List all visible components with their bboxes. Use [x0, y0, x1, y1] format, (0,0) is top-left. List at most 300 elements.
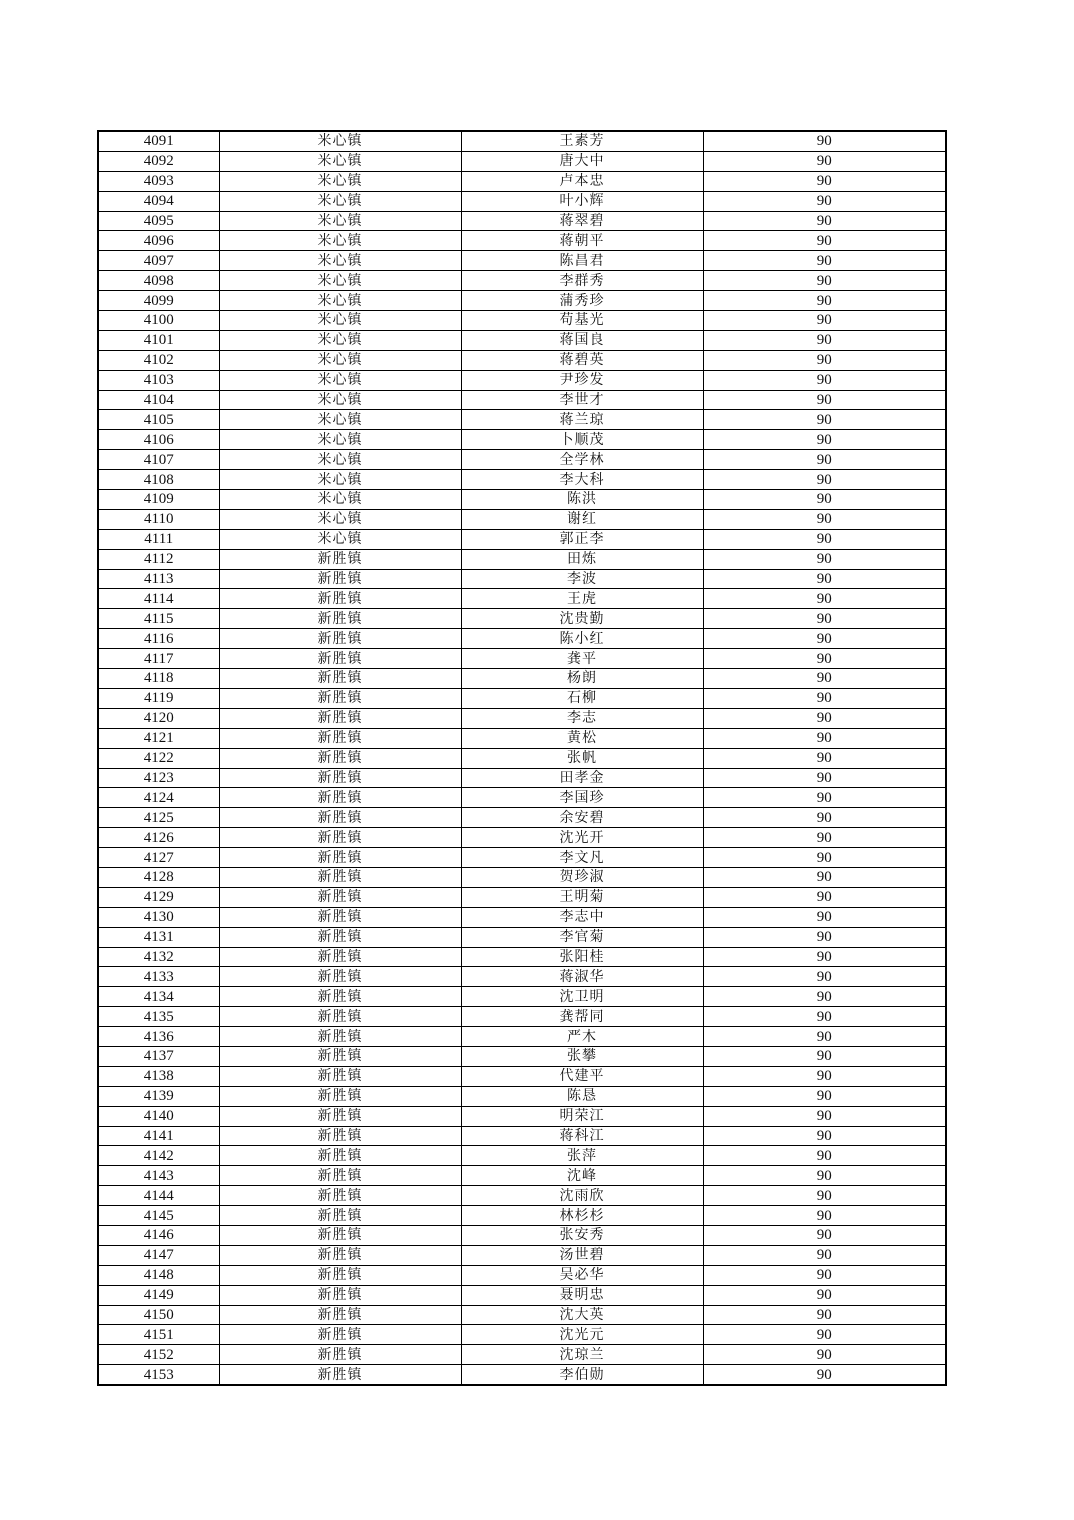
town-cell: 米心镇: [219, 151, 461, 171]
amount-cell: 90: [703, 509, 946, 529]
amount-cell: 90: [703, 1325, 946, 1345]
table-row: [98, 1007, 946, 1027]
amount-cell: 90: [703, 1007, 946, 1027]
row-number-cell: 4129: [98, 887, 219, 907]
amount-cell: 90: [703, 1066, 946, 1086]
town-cell: 新胜镇: [219, 1206, 461, 1226]
person-name-cell: 沈琼兰: [461, 1345, 703, 1365]
row-number-cell: 4125: [98, 808, 219, 828]
town-cell: 米心镇: [219, 490, 461, 510]
person-name-cell: 沈峰: [461, 1166, 703, 1186]
town-cell: 新胜镇: [219, 768, 461, 788]
amount-cell: 90: [703, 828, 946, 848]
row-number-cell: 4114: [98, 589, 219, 609]
town-cell: 米心镇: [219, 470, 461, 490]
row-number-cell: 4094: [98, 191, 219, 211]
row-number-cell: 4132: [98, 947, 219, 967]
town-cell: 新胜镇: [219, 1186, 461, 1206]
town-cell: 新胜镇: [219, 788, 461, 808]
table-row: [98, 669, 946, 689]
amount-cell: 90: [703, 1285, 946, 1305]
amount-cell: 90: [703, 1126, 946, 1146]
person-name-cell: 李伯勋: [461, 1365, 703, 1385]
row-number-cell: 4096: [98, 231, 219, 251]
town-cell: 新胜镇: [219, 1146, 461, 1166]
amount-cell: 90: [703, 350, 946, 370]
town-cell: 新胜镇: [219, 848, 461, 868]
town-cell: 米心镇: [219, 211, 461, 231]
row-number-cell: 4148: [98, 1265, 219, 1285]
person-name-cell: 谢红: [461, 509, 703, 529]
amount-cell: 90: [703, 867, 946, 887]
town-cell: 米心镇: [219, 231, 461, 251]
row-number-cell: 4093: [98, 171, 219, 191]
table-row: [98, 390, 946, 410]
town-cell: 新胜镇: [219, 1345, 461, 1365]
table-row: [98, 649, 946, 669]
person-name-cell: 沈雨欣: [461, 1186, 703, 1206]
table-row: [98, 987, 946, 1007]
person-name-cell: 蒲秀珍: [461, 291, 703, 311]
table-row: [98, 470, 946, 490]
row-number-cell: 4121: [98, 728, 219, 748]
town-cell: 米心镇: [219, 450, 461, 470]
amount-cell: 90: [703, 430, 946, 450]
row-number-cell: 4097: [98, 251, 219, 271]
town-cell: 米心镇: [219, 350, 461, 370]
person-name-cell: 严木: [461, 1027, 703, 1047]
person-name-cell: 田孝金: [461, 768, 703, 788]
table-row: [98, 171, 946, 191]
row-number-cell: 4145: [98, 1206, 219, 1226]
person-name-cell: 李波: [461, 569, 703, 589]
amount-cell: 90: [703, 1046, 946, 1066]
amount-cell: 90: [703, 768, 946, 788]
amount-cell: 90: [703, 927, 946, 947]
table-row: [98, 1086, 946, 1106]
person-name-cell: 李志: [461, 708, 703, 728]
amount-cell: 90: [703, 569, 946, 589]
town-cell: 新胜镇: [219, 967, 461, 987]
row-number-cell: 4101: [98, 330, 219, 350]
town-cell: 米心镇: [219, 330, 461, 350]
table-row: [98, 728, 946, 748]
town-cell: 新胜镇: [219, 907, 461, 927]
person-name-cell: 龚平: [461, 649, 703, 669]
person-name-cell: 卢本忠: [461, 171, 703, 191]
row-number-cell: 4127: [98, 848, 219, 868]
person-name-cell: 蒋科江: [461, 1126, 703, 1146]
row-number-cell: 4103: [98, 370, 219, 390]
town-cell: 新胜镇: [219, 1305, 461, 1325]
amount-cell: 90: [703, 589, 946, 609]
amount-cell: 90: [703, 370, 946, 390]
town-cell: 新胜镇: [219, 708, 461, 728]
person-name-cell: 张萍: [461, 1146, 703, 1166]
row-number-cell: 4122: [98, 748, 219, 768]
row-number-cell: 4146: [98, 1225, 219, 1245]
table-row: [98, 1206, 946, 1226]
person-name-cell: 杨朗: [461, 669, 703, 689]
row-number-cell: 4133: [98, 967, 219, 987]
row-number-cell: 4135: [98, 1007, 219, 1027]
row-number-cell: 4105: [98, 410, 219, 430]
person-name-cell: 李志中: [461, 907, 703, 927]
table-row: [98, 1325, 946, 1345]
amount-cell: 90: [703, 808, 946, 828]
table-row: [98, 549, 946, 569]
town-cell: 新胜镇: [219, 1285, 461, 1305]
table-row: [98, 927, 946, 947]
town-cell: 新胜镇: [219, 808, 461, 828]
amount-cell: 90: [703, 967, 946, 987]
person-name-cell: 李世才: [461, 390, 703, 410]
amount-cell: 90: [703, 1186, 946, 1206]
table-row: [98, 311, 946, 331]
row-number-cell: 4136: [98, 1027, 219, 1047]
row-number-cell: 4106: [98, 430, 219, 450]
town-cell: 米心镇: [219, 291, 461, 311]
row-number-cell: 4153: [98, 1365, 219, 1385]
amount-cell: 90: [703, 271, 946, 291]
town-cell: 米心镇: [219, 509, 461, 529]
person-name-cell: 张攀: [461, 1046, 703, 1066]
table-row: [98, 828, 946, 848]
table-row: [98, 708, 946, 728]
amount-cell: 90: [703, 629, 946, 649]
table-row: [98, 1365, 946, 1385]
person-name-cell: 蒋兰琼: [461, 410, 703, 430]
table-row: [98, 887, 946, 907]
table-row: [98, 947, 946, 967]
table-row: [98, 589, 946, 609]
row-number-cell: 4092: [98, 151, 219, 171]
table-row: [98, 1186, 946, 1206]
town-cell: 新胜镇: [219, 867, 461, 887]
amount-cell: 90: [703, 251, 946, 271]
table-row: [98, 848, 946, 868]
town-cell: 米心镇: [219, 271, 461, 291]
town-cell: 新胜镇: [219, 1126, 461, 1146]
row-number-cell: 4142: [98, 1146, 219, 1166]
town-cell: 新胜镇: [219, 1325, 461, 1345]
table-row: [98, 430, 946, 450]
table-row: [98, 1046, 946, 1066]
town-cell: 新胜镇: [219, 688, 461, 708]
town-cell: 新胜镇: [219, 947, 461, 967]
row-number-cell: 4104: [98, 390, 219, 410]
person-name-cell: 蒋碧英: [461, 350, 703, 370]
town-cell: 米心镇: [219, 171, 461, 191]
town-cell: 新胜镇: [219, 748, 461, 768]
person-name-cell: 沈光元: [461, 1325, 703, 1345]
person-name-cell: 尹珍发: [461, 370, 703, 390]
table-row: [98, 191, 946, 211]
table-row: [98, 1305, 946, 1325]
table-row: [98, 529, 946, 549]
person-name-cell: 李大科: [461, 470, 703, 490]
amount-cell: 90: [703, 1245, 946, 1265]
table-row: [98, 1166, 946, 1186]
table-row: [98, 330, 946, 350]
table-row: [98, 1285, 946, 1305]
amount-cell: 90: [703, 848, 946, 868]
amount-cell: 90: [703, 291, 946, 311]
row-number-cell: 4112: [98, 549, 219, 569]
town-cell: 新胜镇: [219, 1106, 461, 1126]
person-name-cell: 蒋翠碧: [461, 211, 703, 231]
row-number-cell: 4118: [98, 669, 219, 689]
person-name-cell: 郭正李: [461, 529, 703, 549]
amount-cell: 90: [703, 669, 946, 689]
amount-cell: 90: [703, 1265, 946, 1285]
row-number-cell: 4115: [98, 609, 219, 629]
table-row: [98, 211, 946, 231]
table-row: [98, 1106, 946, 1126]
row-number-cell: 4110: [98, 509, 219, 529]
row-number-cell: 4147: [98, 1245, 219, 1265]
town-cell: 新胜镇: [219, 1066, 461, 1086]
table-row: [98, 291, 946, 311]
amount-cell: 90: [703, 1206, 946, 1226]
person-name-cell: 张安秀: [461, 1225, 703, 1245]
row-number-cell: 4099: [98, 291, 219, 311]
table-row: [98, 370, 946, 390]
town-cell: 米心镇: [219, 529, 461, 549]
amount-cell: 90: [703, 1166, 946, 1186]
person-name-cell: 李群秀: [461, 271, 703, 291]
amount-cell: 90: [703, 887, 946, 907]
person-name-cell: 陈恳: [461, 1086, 703, 1106]
row-number-cell: 4140: [98, 1106, 219, 1126]
row-number-cell: 4130: [98, 907, 219, 927]
town-cell: 新胜镇: [219, 1265, 461, 1285]
town-cell: 新胜镇: [219, 987, 461, 1007]
table-row: [98, 231, 946, 251]
amount-cell: 90: [703, 231, 946, 251]
person-name-cell: 代建平: [461, 1066, 703, 1086]
amount-cell: 90: [703, 529, 946, 549]
row-number-cell: 4108: [98, 470, 219, 490]
person-name-cell: 张阳桂: [461, 947, 703, 967]
town-cell: 新胜镇: [219, 887, 461, 907]
table-row: [98, 788, 946, 808]
town-cell: 米心镇: [219, 390, 461, 410]
person-name-cell: 陈小红: [461, 629, 703, 649]
person-name-cell: 聂明忠: [461, 1285, 703, 1305]
row-number-cell: 4143: [98, 1166, 219, 1186]
row-number-cell: 4123: [98, 768, 219, 788]
person-name-cell: 田炼: [461, 549, 703, 569]
person-name-cell: 叶小辉: [461, 191, 703, 211]
amount-cell: 90: [703, 330, 946, 350]
person-name-cell: 王虎: [461, 589, 703, 609]
person-name-cell: 贺珍淑: [461, 867, 703, 887]
table-row: [98, 768, 946, 788]
person-name-cell: 蒋国良: [461, 330, 703, 350]
table-row: [98, 450, 946, 470]
table-row: [98, 350, 946, 370]
amount-cell: 90: [703, 171, 946, 191]
row-number-cell: 4152: [98, 1345, 219, 1365]
town-cell: 米心镇: [219, 251, 461, 271]
amount-cell: 90: [703, 211, 946, 231]
amount-cell: 90: [703, 131, 946, 151]
table-row: [98, 748, 946, 768]
amount-cell: 90: [703, 688, 946, 708]
table-row: [98, 569, 946, 589]
town-cell: 新胜镇: [219, 629, 461, 649]
town-cell: 新胜镇: [219, 1027, 461, 1047]
person-name-cell: 沈卫明: [461, 987, 703, 1007]
table-row: [98, 1066, 946, 1086]
table-row: [98, 1265, 946, 1285]
row-number-cell: 4141: [98, 1126, 219, 1146]
town-cell: 米心镇: [219, 410, 461, 430]
town-cell: 新胜镇: [219, 1225, 461, 1245]
table-row: [98, 867, 946, 887]
person-name-cell: 龚帮同: [461, 1007, 703, 1027]
table-row: [98, 131, 946, 151]
row-number-cell: 4150: [98, 1305, 219, 1325]
row-number-cell: 4119: [98, 688, 219, 708]
town-cell: 新胜镇: [219, 1166, 461, 1186]
amount-cell: 90: [703, 470, 946, 490]
row-number-cell: 4120: [98, 708, 219, 728]
amount-cell: 90: [703, 1305, 946, 1325]
amount-cell: 90: [703, 191, 946, 211]
person-name-cell: 石柳: [461, 688, 703, 708]
roster-table-body: [98, 131, 946, 1385]
person-name-cell: 林杉杉: [461, 1206, 703, 1226]
row-number-cell: 4128: [98, 867, 219, 887]
person-name-cell: 蒋淑华: [461, 967, 703, 987]
town-cell: 新胜镇: [219, 649, 461, 669]
town-cell: 新胜镇: [219, 728, 461, 748]
person-name-cell: 李官菊: [461, 927, 703, 947]
amount-cell: 90: [703, 1086, 946, 1106]
amount-cell: 90: [703, 788, 946, 808]
table-row: [98, 151, 946, 171]
amount-cell: 90: [703, 390, 946, 410]
amount-cell: 90: [703, 947, 946, 967]
amount-cell: 90: [703, 1345, 946, 1365]
roster-table: [97, 130, 947, 1386]
table-row: [98, 271, 946, 291]
amount-cell: 90: [703, 1027, 946, 1047]
amount-cell: 90: [703, 1146, 946, 1166]
amount-cell: 90: [703, 987, 946, 1007]
person-name-cell: 黄松: [461, 728, 703, 748]
person-name-cell: 王素芳: [461, 131, 703, 151]
row-number-cell: 4109: [98, 490, 219, 510]
town-cell: 新胜镇: [219, 1007, 461, 1027]
table-row: [98, 907, 946, 927]
table-row: [98, 1126, 946, 1146]
table-row: [98, 629, 946, 649]
amount-cell: 90: [703, 410, 946, 430]
person-name-cell: 唐大中: [461, 151, 703, 171]
person-name-cell: 蒋朝平: [461, 231, 703, 251]
row-number-cell: 4111: [98, 529, 219, 549]
town-cell: 新胜镇: [219, 1086, 461, 1106]
table-row: [98, 490, 946, 510]
table-row: [98, 1345, 946, 1365]
amount-cell: 90: [703, 1365, 946, 1385]
amount-cell: 90: [703, 450, 946, 470]
row-number-cell: 4144: [98, 1186, 219, 1206]
town-cell: 新胜镇: [219, 828, 461, 848]
row-number-cell: 4137: [98, 1046, 219, 1066]
table-row: [98, 688, 946, 708]
amount-cell: 90: [703, 490, 946, 510]
person-name-cell: 王明菊: [461, 887, 703, 907]
row-number-cell: 4098: [98, 271, 219, 291]
town-cell: 米心镇: [219, 370, 461, 390]
town-cell: 米心镇: [219, 430, 461, 450]
table-row: [98, 251, 946, 271]
town-cell: 新胜镇: [219, 589, 461, 609]
table-row: [98, 967, 946, 987]
town-cell: 米心镇: [219, 191, 461, 211]
town-cell: 新胜镇: [219, 927, 461, 947]
person-name-cell: 明荣江: [461, 1106, 703, 1126]
amount-cell: 90: [703, 748, 946, 768]
town-cell: 米心镇: [219, 311, 461, 331]
person-name-cell: 陈洪: [461, 490, 703, 510]
row-number-cell: 4134: [98, 987, 219, 1007]
person-name-cell: 全学林: [461, 450, 703, 470]
row-number-cell: 4100: [98, 311, 219, 331]
person-name-cell: 李文凡: [461, 848, 703, 868]
table-row: [98, 1225, 946, 1245]
row-number-cell: 4113: [98, 569, 219, 589]
table-row: [98, 410, 946, 430]
person-name-cell: 李国珍: [461, 788, 703, 808]
row-number-cell: 4126: [98, 828, 219, 848]
row-number-cell: 4116: [98, 629, 219, 649]
person-name-cell: 沈光开: [461, 828, 703, 848]
amount-cell: 90: [703, 649, 946, 669]
table-row: [98, 509, 946, 529]
row-number-cell: 4139: [98, 1086, 219, 1106]
amount-cell: 90: [703, 311, 946, 331]
person-name-cell: 沈贵勤: [461, 609, 703, 629]
table-row: [98, 1245, 946, 1265]
town-cell: 新胜镇: [219, 669, 461, 689]
person-name-cell: 陈昌君: [461, 251, 703, 271]
row-number-cell: 4117: [98, 649, 219, 669]
row-number-cell: 4131: [98, 927, 219, 947]
row-number-cell: 4138: [98, 1066, 219, 1086]
table-row: [98, 1027, 946, 1047]
person-name-cell: 汤世碧: [461, 1245, 703, 1265]
row-number-cell: 4124: [98, 788, 219, 808]
town-cell: 新胜镇: [219, 609, 461, 629]
amount-cell: 90: [703, 907, 946, 927]
row-number-cell: 4091: [98, 131, 219, 151]
person-name-cell: 余安碧: [461, 808, 703, 828]
town-cell: 新胜镇: [219, 1245, 461, 1265]
person-name-cell: 吴必华: [461, 1265, 703, 1285]
row-number-cell: 4149: [98, 1285, 219, 1305]
amount-cell: 90: [703, 151, 946, 171]
town-cell: 新胜镇: [219, 549, 461, 569]
town-cell: 新胜镇: [219, 569, 461, 589]
person-name-cell: 卜顺茂: [461, 430, 703, 450]
amount-cell: 90: [703, 1106, 946, 1126]
table-row: [98, 609, 946, 629]
